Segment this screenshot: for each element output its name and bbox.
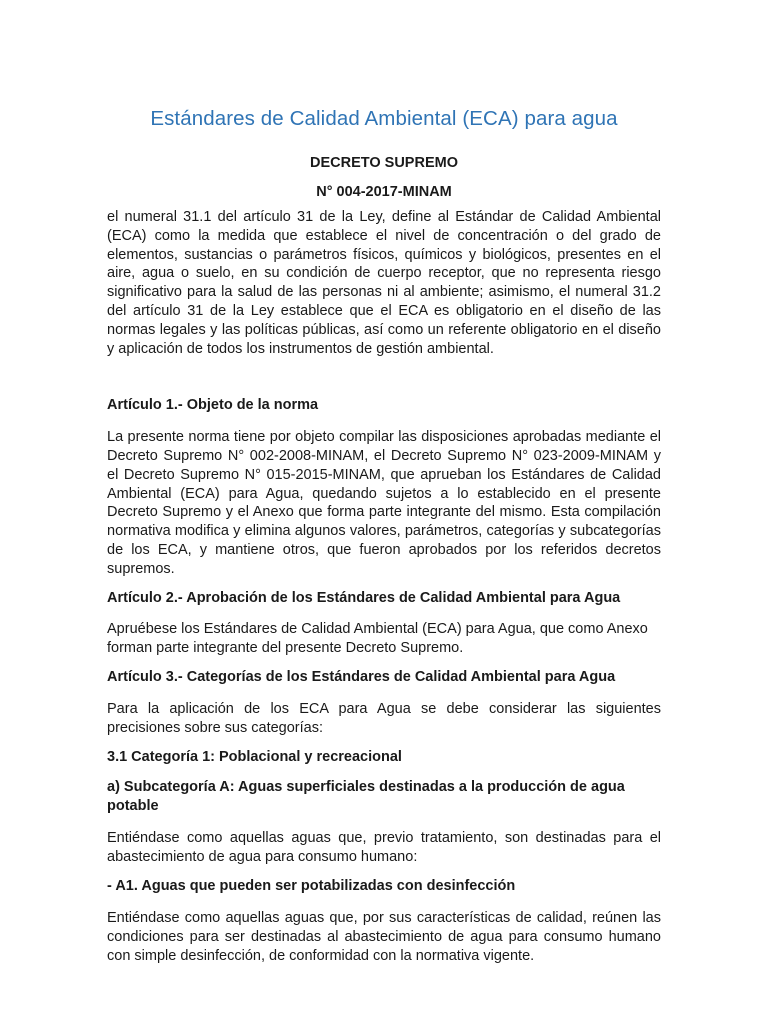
article-3-heading: Artículo 3.- Categorías de los Estándares de Calidad Ambiental para Agua [107,668,616,685]
article-1-heading: Artículo 1.- Objeto de la norma [107,397,319,414]
a1-heading: - A1. Aguas que pueden ser potabilizadas con desinfección [107,878,516,895]
a1-text: Entiéndase como aquellas aguas que, por sus características de calidad, reúnen las condiciones para ser destinadas al abastecimiento de agua para consumo humano con simple desinfección, de conformidad con la normativa vigente. [107,910,661,964]
category-1-heading: 3.1 Categoría 1: Poblacional y recreacional [107,749,402,766]
subcategory-a-heading: a) Subcategoría A: Aguas superficiales destinadas a la producción de agua potable [107,779,625,814]
intro-paragraph: el numeral 31.1 del artículo 31 de la Ley, define al Estándar de Calidad Ambiental (ECA) como la medida que establece el nivel de concentración o del grado de elementos, sustancias o parámetros físicos, químicos y biológicos, presentes en el aire, agua o suelo, en su condición de cuerpo receptor, que no representa riesgo significativo para la salud de las personas ni al ambiente; asimismo, el numeral 31.2 del artículo 31 de la Ley establece que el ECA es obligatorio en el diseño de las normas legales y las políticas públicas, así como un referente obligatorio en el diseño y aplicación de todos los instrumentos de gestión ambiental. [107,209,661,357]
article-2-heading: Artículo 2.- Aprobación de los Estándares de Calidad Ambiental para Agua [107,589,621,606]
article-3-text: Para la aplicación de los ECA para Agua se debe considerar las siguientes precisiones sobre sus categorías: [107,700,661,736]
article-2-text: Apruébese los Estándares de Calidad Ambiental (ECA) para Agua, que como Anexo forman parte integrante del presente Decreto Supremo. [107,621,648,657]
decreto-number: N° 004-2017-MINAM [316,184,452,200]
subcategory-a-text: Entiéndase como aquellas aguas que, previo tratamiento, son destinadas para el abastecimiento de agua para consumo humano: [107,829,661,865]
decreto-heading: DECRETO SUPREMO [310,155,458,171]
document-title: Estándares de Calidad Ambiental (ECA) para agua [150,107,618,130]
article-1-text: La presente norma tiene por objeto compilar las disposiciones aprobadas mediante el Decreto Supremo N° 002-2008-MINAM, el Decreto Supremo N° 023-2009-MINAM y el Decreto Supremo N° 015-2015-MINAM, que aprueban los Estándares de Calidad Ambiental (ECA) para Agua, quedando sujetos a lo establecido en el presente Decreto Supremo y el Anexo que forma parte integrante del mismo. Esta compilación normativa modifica y elimina algunos valores, parámetros, categorías y subcategorías de los ECA, y mantiene otros, que fueron aprobados por los referidos decretos supremos. [107,429,661,577]
